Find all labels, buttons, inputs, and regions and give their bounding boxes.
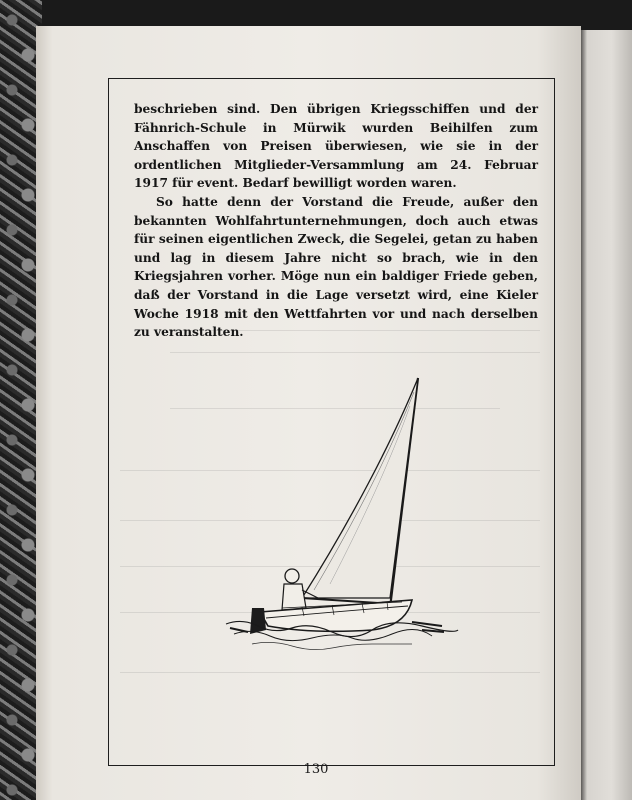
paragraph: beschrieben sind. Den übrigen Kriegsschiffen und der Fähnrich-Schule in Mürwik wurden Beihilfen zum Anschaffen von Preisen überwiesen, wie sie in der ordentlichen Mitglieder-Versammlung am 24. Februar 1917 für event. Bedarf bewilligt worden waren. (134, 102, 538, 191)
sailboat-illustration (222, 372, 462, 662)
facing-page-edge (581, 30, 632, 800)
body-text (134, 100, 538, 342)
paragraph: So hatte denn der Vorstand die Freude, außer den bekannten Wohlfahrtunternehmungen, doch auch etwas für seinen eigentlichen Zweck, die Segelei, getan zu haben und lag in diesem Jahre nicht so brach, wie in den Kriegsjahren vorher. Möge nun ein baldiger Friede geben, daß der Vorstand in die Lage versetzt wird, eine Kieler Woche 1918 mit den Wettfahrten vor und nach derselben zu veranstalten. (134, 194, 538, 340)
page-number: 130 (303, 762, 329, 777)
